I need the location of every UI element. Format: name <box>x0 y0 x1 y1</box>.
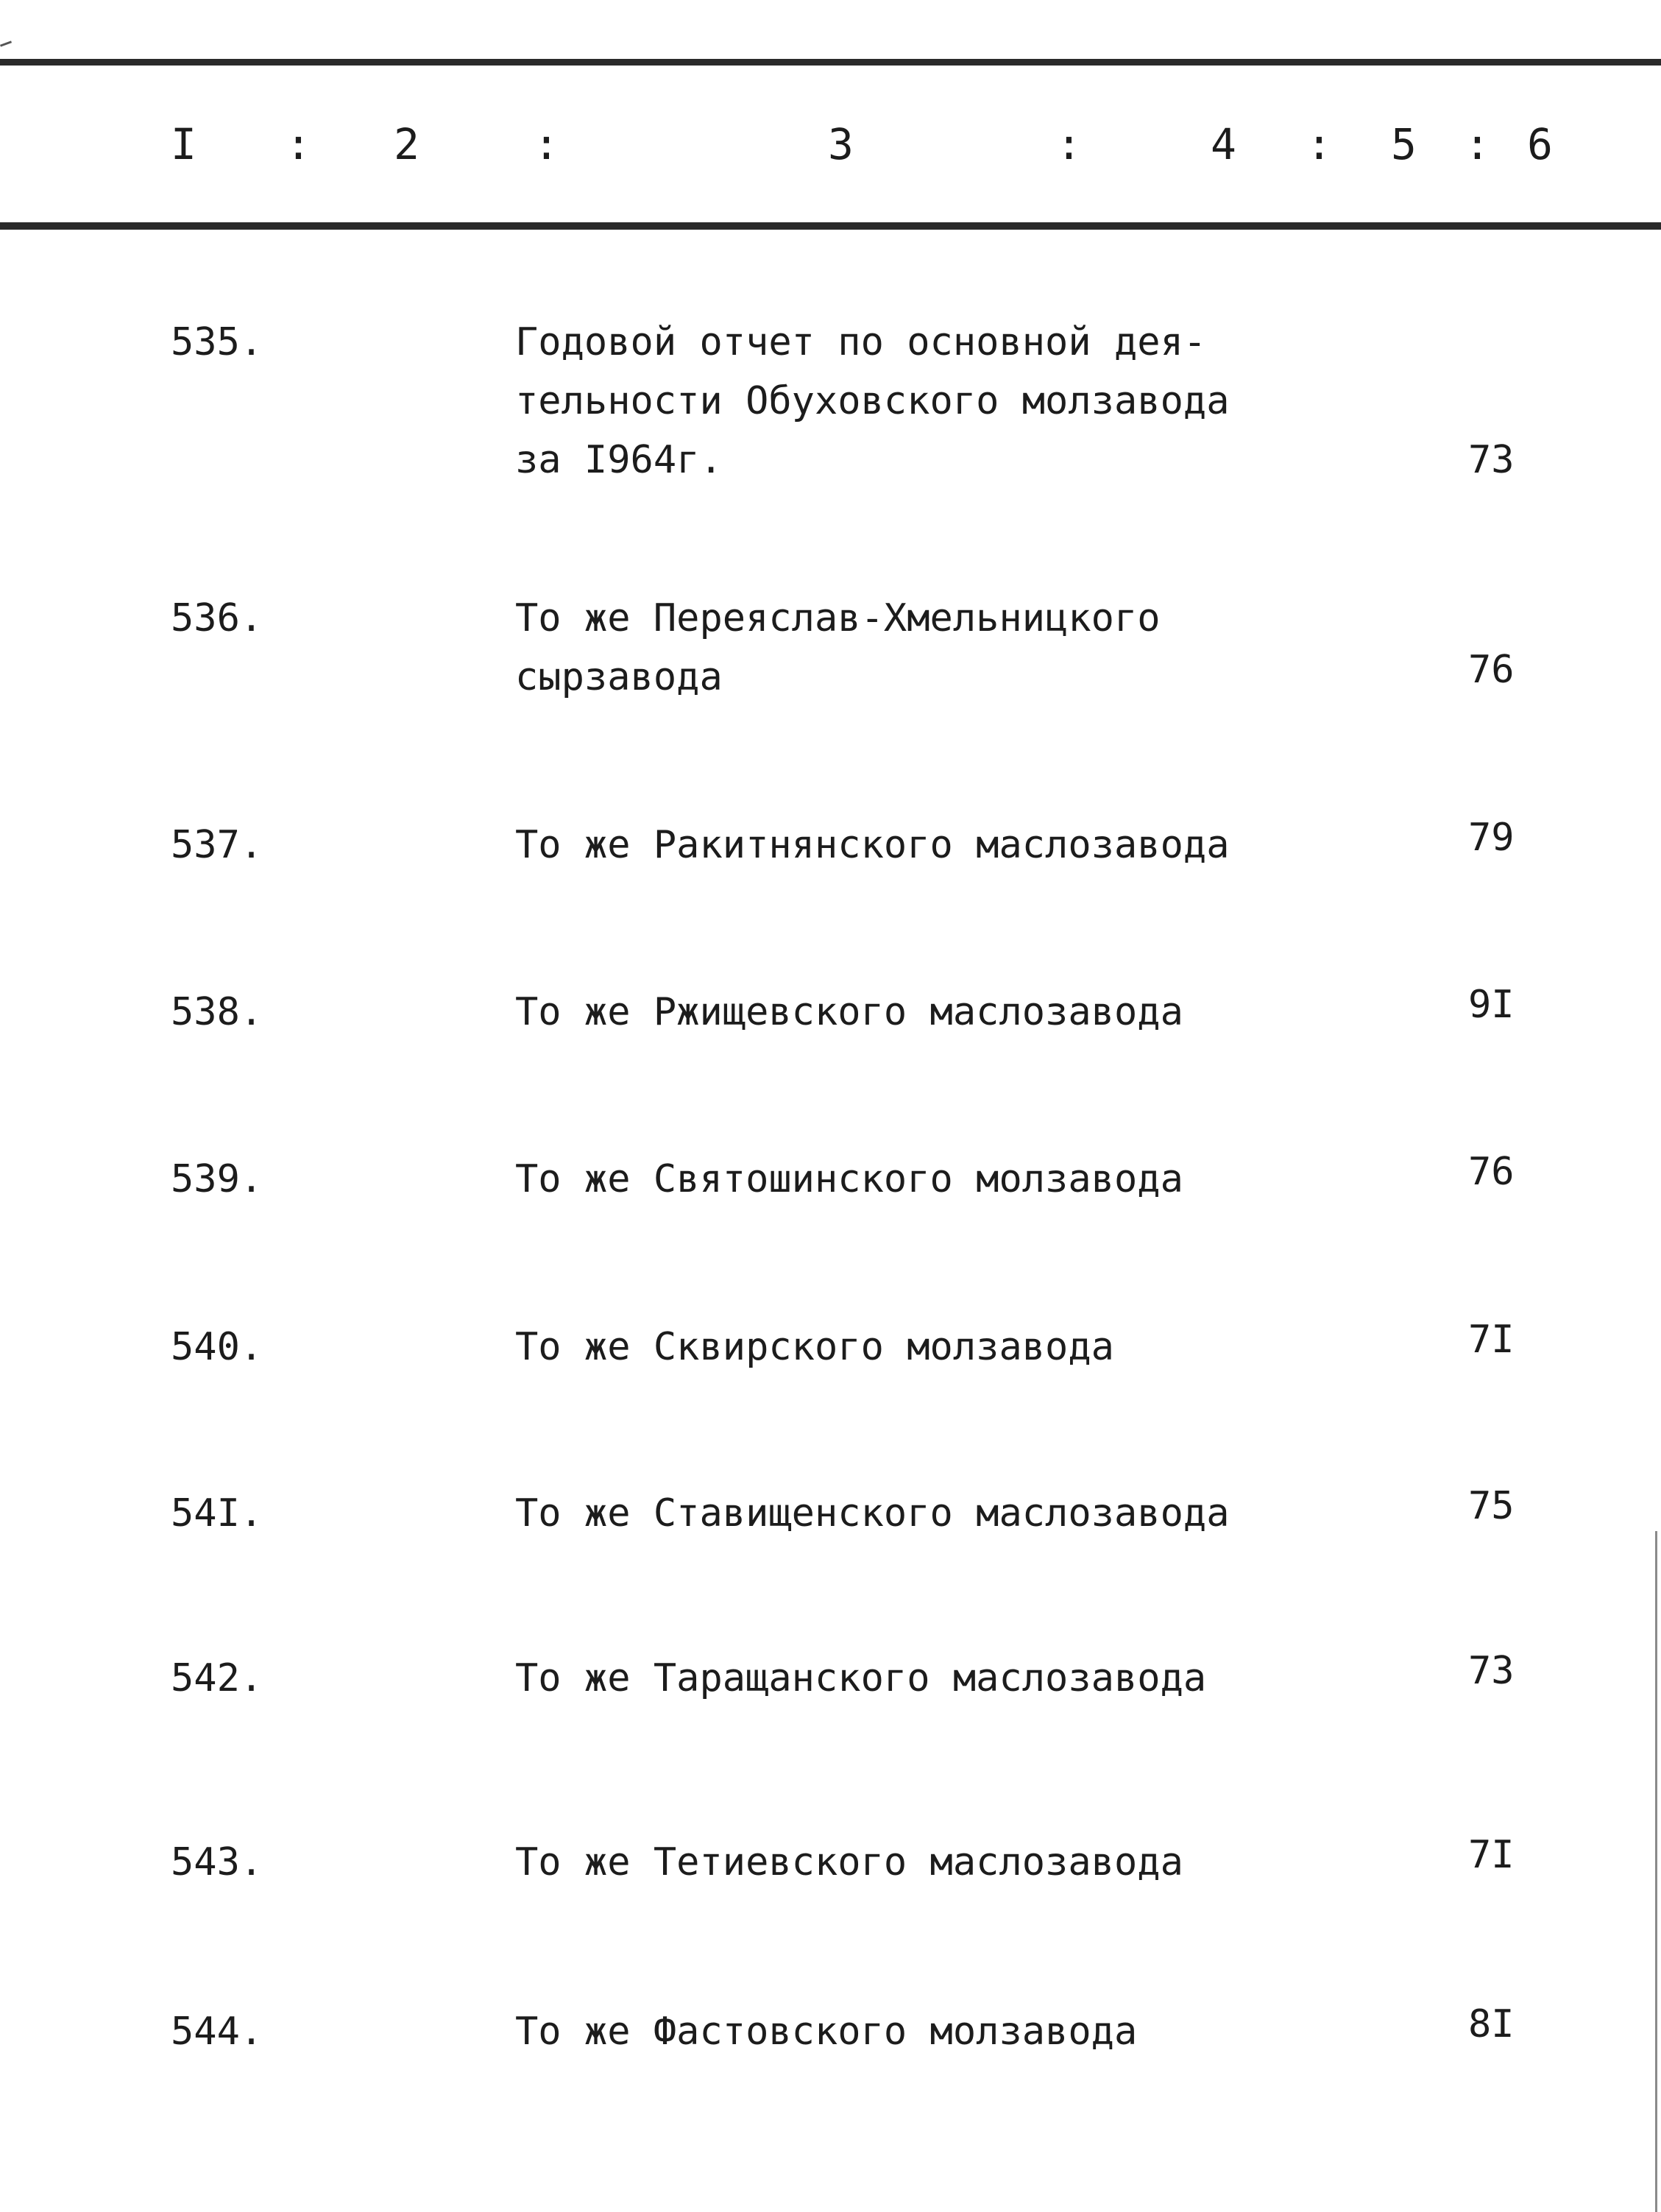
entry-description <box>515 1649 1295 1708</box>
entry-page-count: 75 <box>1468 1484 1515 1528</box>
column-separator: : <box>1056 119 1082 169</box>
entry-page-count: 76 <box>1468 1150 1515 1194</box>
entry-description-line: То же Ракитнянского маслозавода <box>515 823 1230 867</box>
entry-description <box>515 816 1295 874</box>
entry-page-count: 79 <box>1468 816 1515 860</box>
header-top-rule <box>0 59 1661 66</box>
entry-page-count: 7I <box>1468 1318 1515 1362</box>
entry-description <box>515 1318 1295 1377</box>
column-header-2: 2 <box>394 119 419 169</box>
entry-description-line: за I964г. <box>515 438 723 482</box>
entry-number: 538. <box>171 990 263 1034</box>
entry-description-line: тельности Обуховского молзавода <box>515 379 1230 423</box>
entry-number: 542. <box>171 1656 263 1700</box>
entry-description-line: То же Переяслав-Хмельницкого <box>515 596 1161 640</box>
column-separator: : <box>286 119 311 169</box>
entry-number: 543. <box>171 1840 263 1884</box>
entry-page-count: 76 <box>1468 648 1515 692</box>
column-header-6: 6 <box>1527 119 1553 169</box>
entry-number: 544. <box>171 2010 263 2054</box>
entry-description-line: сырзавода <box>515 655 723 699</box>
column-separator: : <box>534 119 559 169</box>
entry-description <box>515 983 1295 1042</box>
page-edge-line <box>1655 1531 1657 2212</box>
entry-description-line: То же Таращанского маслозавода <box>515 1656 1207 1700</box>
entry-description <box>515 1833 1295 1892</box>
entry-number: 537. <box>171 823 263 867</box>
entry-description-line: То же Ставищенского маслозавода <box>515 1491 1230 1536</box>
entry-description-line: То же Сквирского молзавода <box>515 1325 1114 1369</box>
entry-description-line: То же Святошинского молзавода <box>515 1157 1183 1201</box>
header-bottom-rule <box>0 222 1661 230</box>
entry-description-line: То же Тетиевского маслозавода <box>515 1840 1183 1884</box>
entry-number: 540. <box>171 1325 263 1369</box>
entry-number: 54I. <box>171 1491 263 1536</box>
entry-number: 535. <box>171 320 263 364</box>
entry-page-count: 7I <box>1468 1833 1515 1877</box>
column-header-3: 3 <box>828 119 854 169</box>
entry-page-count: 73 <box>1468 1649 1515 1693</box>
entry-number: 539. <box>171 1157 263 1201</box>
corner-mark <box>0 40 12 46</box>
entry-description <box>515 589 1295 707</box>
entry-description-line: То же Фастовского молзавода <box>515 2010 1138 2054</box>
entry-page-count: 8I <box>1468 2002 1515 2046</box>
column-header-5: 5 <box>1391 119 1417 169</box>
entry-description <box>515 1150 1295 1209</box>
column-separator: : <box>1465 119 1490 169</box>
entry-page-count: 73 <box>1468 438 1515 482</box>
entry-number: 536. <box>171 596 263 640</box>
column-header-1: I <box>171 119 196 169</box>
entry-description <box>515 313 1295 490</box>
entry-description <box>515 2002 1295 2061</box>
entry-description-line: Годовой отчет по основной дея- <box>515 320 1207 364</box>
column-header-4: 4 <box>1211 119 1236 169</box>
entry-description-line: То же Ржищевского маслозавода <box>515 990 1183 1034</box>
entry-description <box>515 1484 1295 1543</box>
column-separator: : <box>1306 119 1332 169</box>
entry-page-count: 9I <box>1468 983 1515 1027</box>
